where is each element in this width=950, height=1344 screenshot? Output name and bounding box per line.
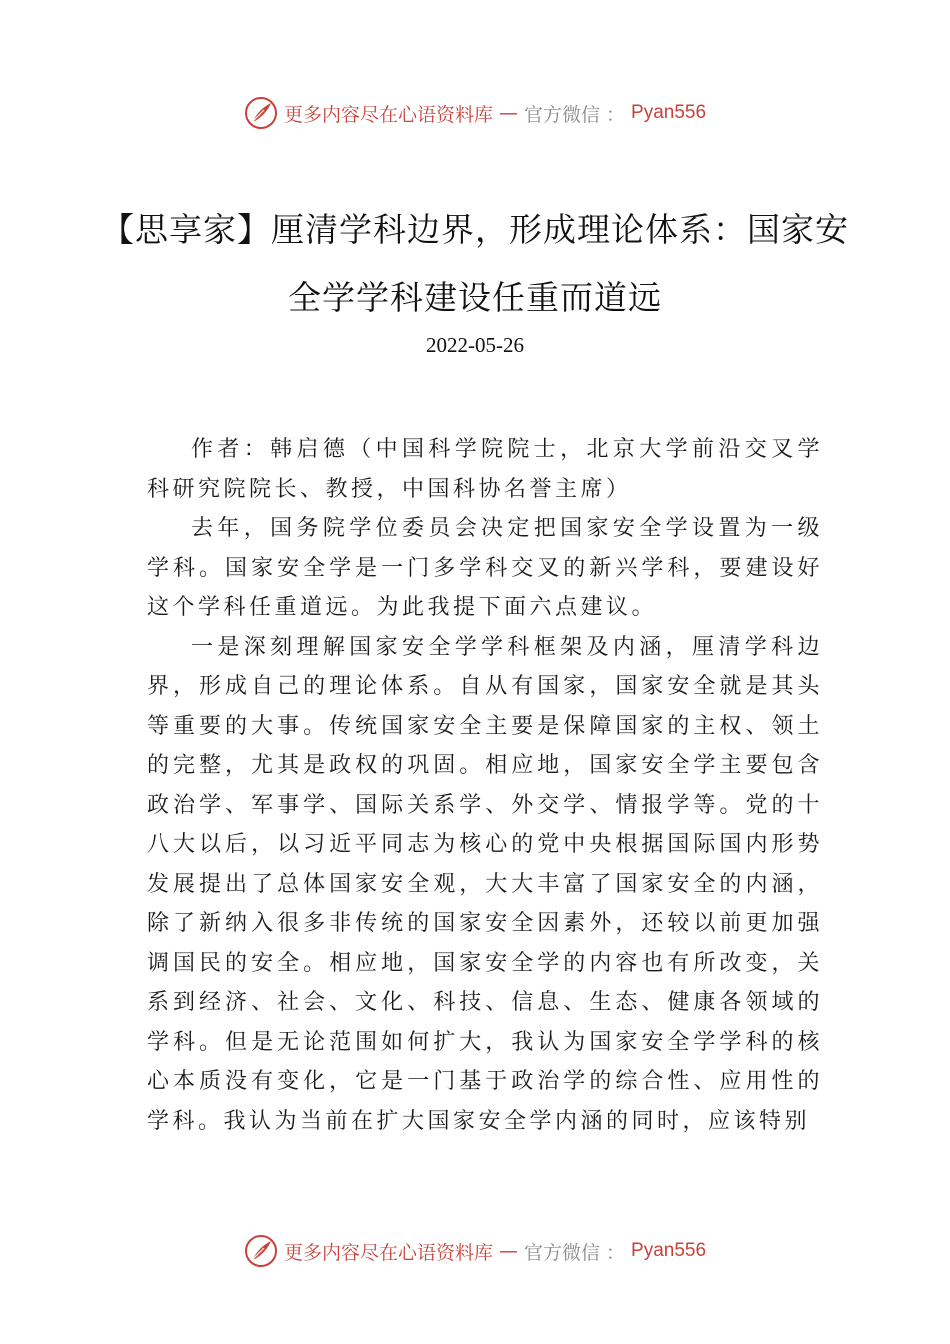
watermark-colon: ： (606, 103, 626, 126)
article-body (147, 430, 823, 1141)
watermark-colon: ： (606, 1241, 626, 1264)
article-date: 2022-05-26 (426, 333, 524, 357)
watermark-dash: — (498, 1240, 518, 1262)
watermark-wechat-id: Pyan556 (631, 1240, 707, 1261)
feather-pen-icon (244, 96, 278, 130)
watermark-wechat-label: 官方微信 (523, 1241, 600, 1264)
watermark-wechat-id: Pyan556 (631, 102, 707, 123)
footer-watermark (0, 1234, 950, 1268)
author-paragraph: 作者：韩启德（中国科学院院士，北京大学前沿交叉学科研究院院长、教授，中国科协名誉主席） (147, 437, 823, 502)
feather-pen-icon (244, 1234, 278, 1268)
watermark-wechat-label: 官方微信 (523, 103, 600, 126)
watermark-site-text: 更多内容尽在心语资料库 (283, 103, 493, 126)
header-watermark (0, 96, 950, 130)
article-title: 【思享家】厘清学科边界，形成理论体系：国家安全学学科建设任重而道远 (101, 210, 849, 317)
watermark-dash: — (498, 102, 518, 124)
body-paragraph: 去年，国务院学位委员会决定把国家安全学设置为一级学科。国家安全学是一门多学科交叉的新兴学科，要建设好这个学科任重道远。为此我提下面六点建议。 (147, 516, 823, 620)
body-paragraph: 一是深刻理解国家安全学学科框架及内涵，厘清学科边界，形成自己的理论体系。自从有国家，国家安全就是其头等重要的大事。传统国家安全主要是保障国家的主权、领土的完整，尤其是政权的巩固。相应地，国家安全学主要包含政治学、军事学、国际关系学、外交学、情报学等。党的十八大以后，以习近平同志为核心的党中央根据国际国内形势发展提出了总体国家安全观，大大丰富了国家安全的内涵， 除了新纳入很多非传统的国家安全因素外，还较以前更加强调国民的安全。相应地，国家安全学的内容也有所改变，关系到经济、社会、文化、科技、信息、生态、健康各领域的学科。但是无论范围如何扩大，我认为国家安全学学科的核心本质没有变化，它是一门基于政治学的综合性、应用性的学科。我认为当前在扩大国家安全学内涵的同时，应该特别 (147, 634, 823, 1134)
watermark-site-text: 更多内容尽在心语资料库 (283, 1241, 493, 1264)
